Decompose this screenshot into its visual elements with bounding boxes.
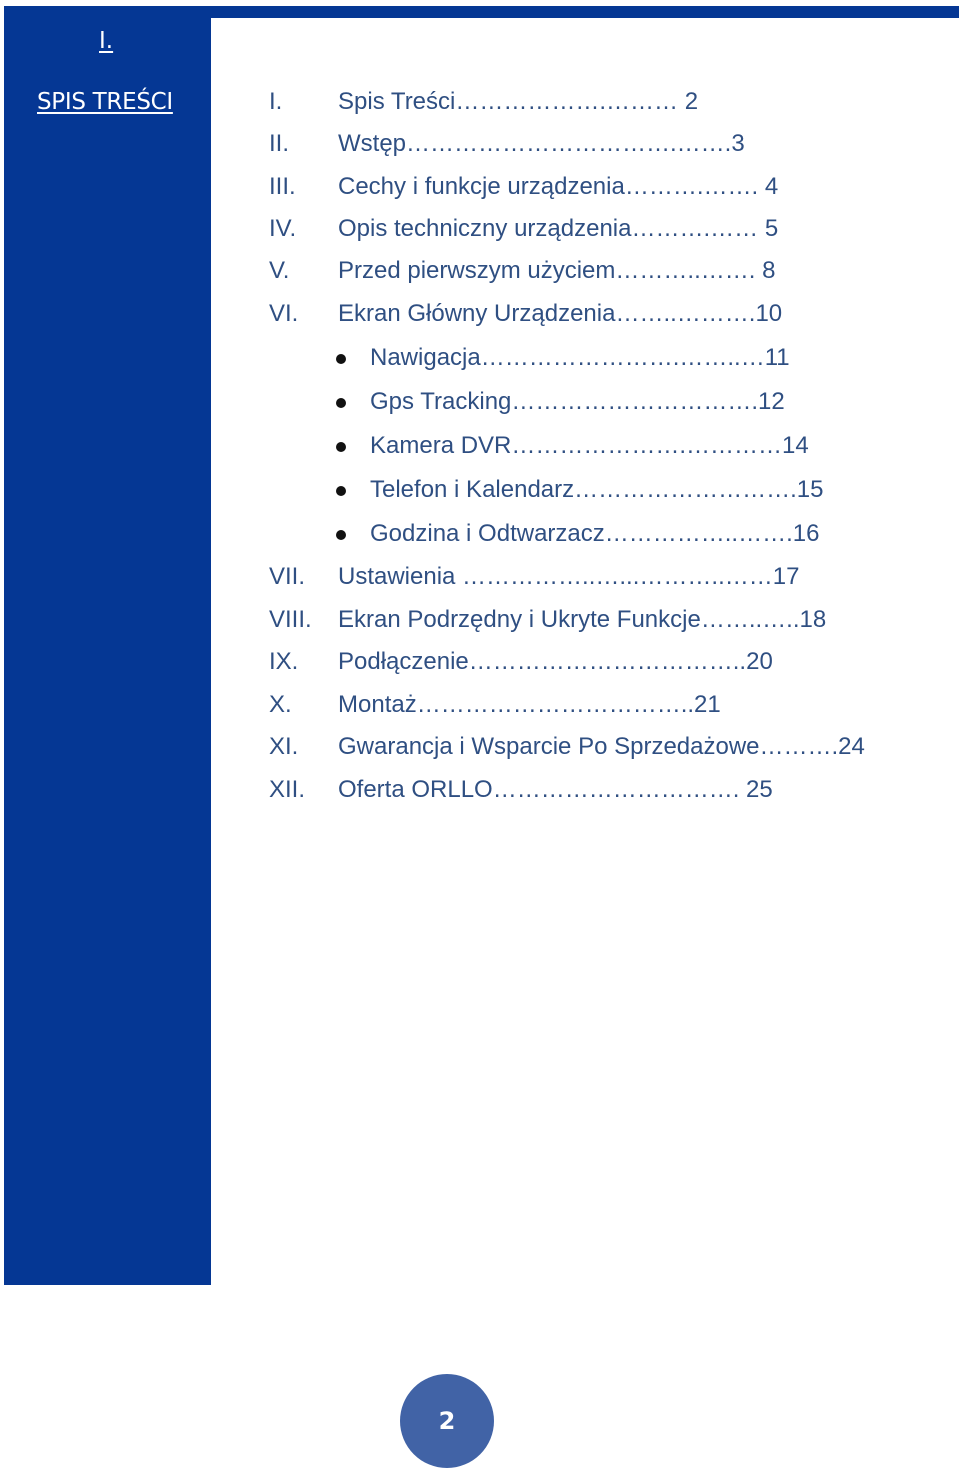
toc-numeral: II. [269, 130, 290, 157]
toc-entry-text: Ustawienia ……………..…...………..……17 [338, 563, 800, 590]
toc-numeral: XII. [269, 776, 306, 803]
toc-numeral: IV. [269, 215, 297, 242]
toc-entry-text: Oferta ORLLO…………………………. 25 [338, 776, 773, 803]
toc-entry-text: Ekran Podrzędny i Ukryte Funkcje……..…..18 [338, 606, 827, 633]
page-number: 2 [438, 1407, 456, 1435]
toc-subitem-text: Gps Tracking………………………….12 [370, 388, 785, 415]
toc-subitem-text: Godzina i Odtwarzacz……………..…….16 [370, 520, 820, 547]
toc-entry-text: Przed pierwszym użyciem………..……. 8 [338, 257, 776, 284]
toc-numeral: VI. [269, 300, 299, 327]
toc-subitem-text: Kamera DVR………………….…………14 [370, 432, 809, 459]
toc-entry-text: Podłączenie……………………………..20 [338, 648, 773, 675]
toc-entry-text: Opis techniczny urządzenia……….…… 5 [338, 215, 779, 242]
toc-subitem-text: Nawigacja…………………….……..…11 [370, 344, 790, 371]
toc-numeral: XI. [269, 733, 299, 760]
toc-numeral: VII. [269, 563, 306, 590]
section-title: SPIS TREŚCI [37, 89, 173, 115]
toc-entry-text: Cechy i funkcje urządzenia……….……. 4 [338, 173, 779, 200]
toc-subitem-text: Telefon i Kalendarz……………………….15 [370, 476, 824, 503]
bullet-icon [336, 442, 346, 452]
toc-entry-text: Ekran Główny Urządzenia……..……….10 [338, 300, 783, 327]
bullet-icon [336, 530, 346, 540]
toc-entry-text: Montaż……………………………..21 [338, 691, 721, 718]
toc-numeral: VIII. [269, 606, 312, 633]
toc-numeral: X. [269, 691, 292, 718]
toc-numeral: III. [269, 173, 296, 200]
page-number-badge [400, 1374, 494, 1468]
bullet-icon [336, 354, 346, 364]
toc-numeral: V. [269, 257, 290, 284]
toc-entry-text: Wstęp…………………………….…….3 [338, 130, 745, 157]
toc-entry-text: Gwarancja i Wsparcie Po Sprzedażowe……….24 [338, 733, 865, 760]
toc-numeral: IX. [269, 648, 299, 675]
bullet-icon [336, 486, 346, 496]
toc-numeral: I. [269, 88, 283, 115]
bullet-icon [336, 398, 346, 408]
toc-entry-text: Spis Treści……………….……… 2 [338, 88, 699, 115]
section-number: I. [99, 28, 114, 54]
